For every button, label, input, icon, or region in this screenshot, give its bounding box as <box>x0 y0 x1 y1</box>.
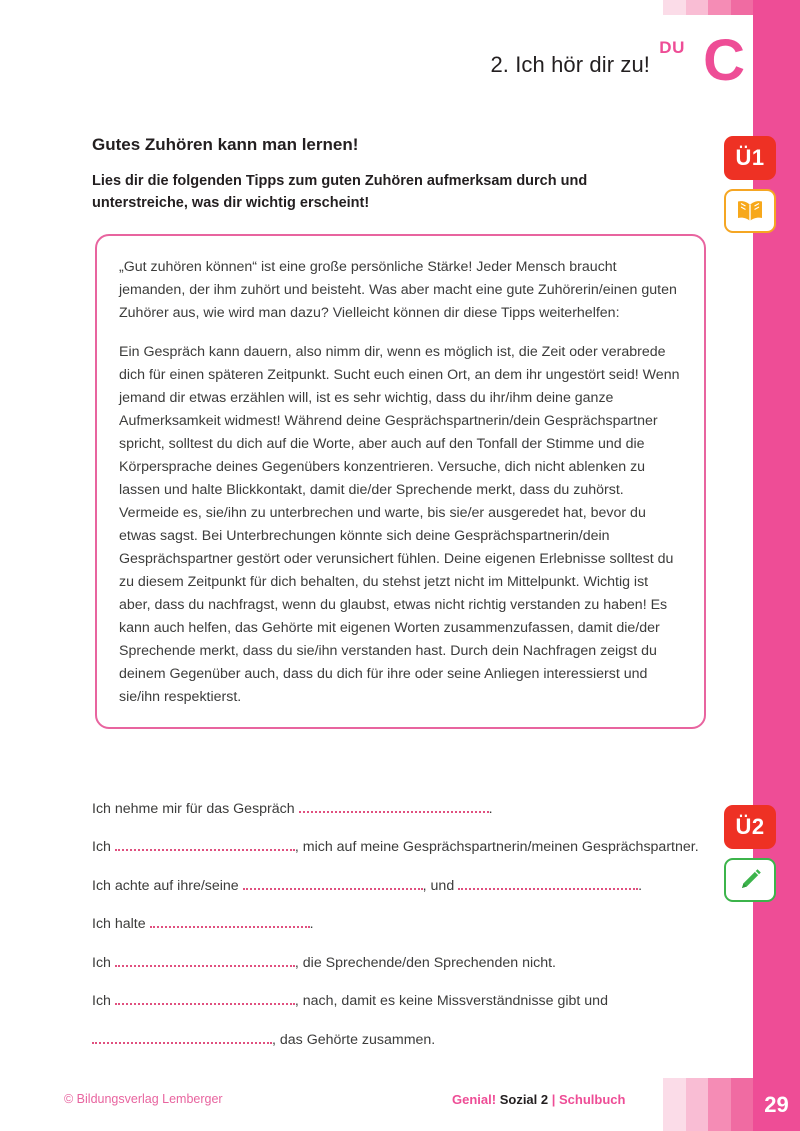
exercise-line-3 <box>92 877 712 895</box>
page-number: 29 <box>753 1078 800 1131</box>
blank-field[interactable] <box>243 877 423 890</box>
exercise-line-2 <box>92 838 712 856</box>
page-footer <box>0 1078 800 1131</box>
exercise-line-4 <box>92 915 712 933</box>
exercise-line-5 <box>92 954 712 972</box>
color-bar-4 <box>731 1078 754 1131</box>
exercise-line-7 <box>92 1031 712 1049</box>
pencil-icon <box>724 858 776 902</box>
du-label: DU <box>659 38 685 57</box>
series-name: Genial! <box>452 1092 497 1107</box>
blank-field[interactable] <box>115 838 295 851</box>
exercise-text: , nach, damit es keine Missverständnisse gibt und <box>294 993 608 1010</box>
exercise-badge-u1: Ü1 <box>724 136 776 180</box>
blank-field[interactable] <box>299 800 489 813</box>
page-header <box>0 28 753 98</box>
series-label <box>452 1092 625 1107</box>
reading-text-box <box>95 234 706 729</box>
series-type: Schulbuch <box>559 1092 626 1107</box>
color-bar-2 <box>686 1078 709 1131</box>
exercise-line-6 <box>92 992 712 1010</box>
exercise-line-1 <box>92 800 712 818</box>
exercise-text: Ich <box>92 993 111 1010</box>
color-bar-3 <box>708 0 731 15</box>
exercise-text: Ich <box>92 839 111 856</box>
fill-in-exercise <box>92 800 712 1049</box>
footer-color-bars <box>663 1078 753 1131</box>
color-bar-4 <box>731 0 754 15</box>
exercise-text: Ich nehme mir für das Gespräch <box>92 801 295 817</box>
series-separator: | <box>551 1092 556 1107</box>
color-bar-3 <box>708 1078 731 1131</box>
series-subject: Sozial 2 <box>499 1092 549 1107</box>
exercise-text: Ich <box>92 954 111 971</box>
blank-field[interactable] <box>458 877 638 890</box>
copyright-text: © Bildungsverlag Lemberger <box>64 1092 223 1106</box>
page-subtitle: Lies dir die folgenden Tipps zum guten Zuhören aufmerksam durch und unterstreiche, was dir wichtig erscheint! <box>92 173 588 212</box>
exercise-text: , das Gehörte zusammen. <box>272 1031 436 1048</box>
reading-paragraph-1: „Gut zuhören können“ ist eine große persönliche Stärke! Jeder Mensch braucht jemanden, der ihm zuhört und beisteht. Was aber macht eine gute Zuhörerin/einen guten Zuhörer aus, wie wird man dazu? Vielleicht können dir diese Tipps weiterhelfen: <box>119 259 677 321</box>
blank-field[interactable] <box>115 954 295 967</box>
chapter-title: 2. Ich hör dir zu! <box>490 52 650 77</box>
reading-paragraph-2: Ein Gespräch kann dauern, also nimm dir, wenn es möglich ist, die Zeit oder verabrede dich für einen späteren Zeitpunkt. Sucht euch einen Ort, an dem ihr ungestört seid! Wenn jemand dir etwas erzählen will, ist es sehr wichtig, dass du ihr/ihm deine ganze Aufmerksamkeit widmest! Während deine Gesprächspartnerin/dein Gesprächspartner spricht, solltest du dich auf die Worte, aber auch auf den Tonfall der Stimme und die Körpersprache deines Gegenübers konzentrieren. Versuche, dich nicht ablenken zu lassen und halte Blickkontakt, damit die/der Sprechende merkt, dass du zuhörst. Vermeide es, sie/ihn zu unterbrechen und warte, bis sie/er ausgeredet hat, bevor du etwas sagst. Bei Unterbrechungen könnte sich deine Gesprächspartnerin/dein Gesprächspartner gestört oder verunsichert fühlen. Deine eigenen Erlebnisse solltest du zu diesem Zeitpunkt für dich behalten, du stehst jetzt nicht im Mittelpunkt. Wichtig ist aber, dass du nachfragst, wenn du glaubst, etwas nicht richtig verstanden zu haben! Es kann auch helfen, das Gehörte mit eigenen Worten zusammenzufassen, damit die/der Sprechende merkt, dass du sie/ihn verstanden hast. Durch dein Nachfragen zeigst du deinem Gegenüber auch, dass du dich für ihre oder seine Anliegen interessierst und sie/ihn respektierst. <box>119 344 680 705</box>
blank-field[interactable] <box>115 992 295 1005</box>
page-title: Gutes Zuhören kann man lernen! <box>92 135 359 154</box>
exercise-text: , und <box>422 877 455 894</box>
exercise-text: , die Sprechende/den Sprechenden nicht. <box>294 954 556 971</box>
exercise-text: . <box>309 916 314 933</box>
section-letter: C <box>703 28 745 93</box>
exercise-text: , mich auf meine Gesprächspartnerin/meinen Gesprächspartner. <box>294 839 699 856</box>
blank-field[interactable] <box>92 1031 272 1044</box>
blank-field[interactable] <box>150 915 310 928</box>
exercise-badge-u2: Ü2 <box>724 805 776 849</box>
book-icon <box>724 189 776 233</box>
exercise-text: . <box>638 877 643 894</box>
top-color-bars <box>663 0 753 15</box>
color-bar-1 <box>663 1078 686 1131</box>
exercise-text: Ich achte auf ihre/seine <box>92 877 239 894</box>
color-bar-1 <box>663 0 686 15</box>
exercise-text: . <box>488 801 493 817</box>
exercise-text: Ich halte <box>92 916 146 933</box>
color-bar-2 <box>686 0 709 15</box>
